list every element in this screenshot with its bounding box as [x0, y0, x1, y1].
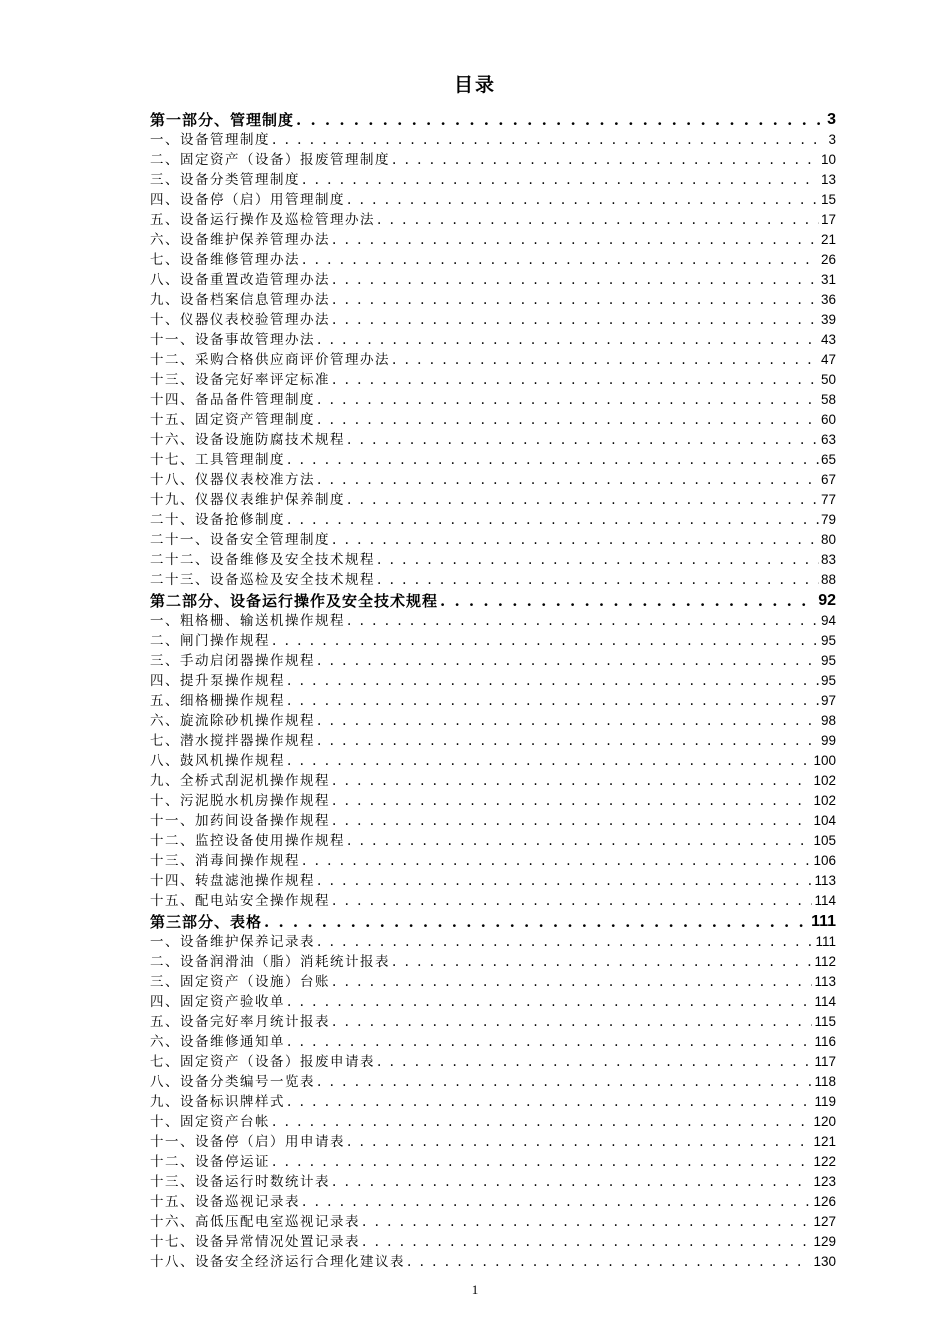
toc-entry[interactable] [150, 469, 836, 489]
toc-leader-dots [332, 892, 812, 910]
toc-entry[interactable] [150, 630, 836, 650]
toc-entry-label: 七、固定资产（设备）报废申请表 [150, 1054, 375, 1070]
toc-entry[interactable] [150, 1071, 836, 1091]
toc-entry-label: 十七、设备异常情况处置记录表 [150, 1234, 360, 1250]
toc-entry-page: 115 [814, 1014, 836, 1029]
toc-entry-label: 二、固定资产（设备）报废管理制度 [150, 152, 390, 168]
toc-entry[interactable] [150, 1031, 836, 1051]
toc-entry-label: 七、潜水搅拌器操作规程 [150, 733, 315, 749]
toc-leader-dots [317, 712, 819, 730]
toc-entry[interactable] [150, 991, 836, 1011]
toc-entry[interactable] [150, 169, 836, 189]
toc-entry-label: 五、细格栅操作规程 [150, 693, 285, 709]
toc-entry-label: 一、设备管理制度 [150, 132, 270, 148]
toc-entry[interactable] [150, 209, 836, 229]
toc-entry-label: 第三部分、表格 [150, 913, 263, 931]
toc-leader-dots [332, 1013, 812, 1031]
toc-entry-page: 3 [828, 132, 836, 147]
toc-entry-page: 10 [820, 152, 836, 167]
toc-entry[interactable] [150, 690, 836, 710]
toc-section-entry[interactable] [150, 910, 836, 931]
toc-leader-dots [362, 1233, 811, 1251]
toc-leader-dots [317, 933, 813, 951]
toc-entry-label: 十九、仪器仪表维护保养制度 [150, 492, 345, 508]
toc-entry-page: 126 [813, 1194, 836, 1209]
toc-leader-dots [317, 652, 819, 670]
toc-entry-label: 二十、设备抢修制度 [150, 512, 285, 528]
toc-leader-dots [347, 491, 819, 509]
toc-leader-dots [302, 251, 819, 269]
toc-entry[interactable] [150, 269, 836, 289]
toc-entry[interactable] [150, 810, 836, 830]
toc-entry-label: 四、设备停（启）用管理制度 [150, 192, 345, 208]
toc-leader-dots [264, 913, 809, 931]
toc-leader-dots [272, 1113, 811, 1131]
toc-entry-label: 八、设备分类编号一览表 [150, 1074, 315, 1090]
toc-entry[interactable] [150, 529, 836, 549]
toc-entry-label: 十一、设备事故管理办法 [150, 332, 315, 348]
toc-entry[interactable] [150, 1011, 836, 1031]
toc-entry-label: 八、鼓风机操作规程 [150, 753, 285, 769]
toc-entry-page: 92 [818, 592, 836, 609]
toc-entry-page: 47 [820, 352, 836, 367]
toc-entry-label: 十六、高低压配电室巡视记录表 [150, 1214, 360, 1230]
toc-leader-dots [302, 1193, 811, 1211]
toc-entry-page: 120 [813, 1114, 836, 1129]
toc-entry-label: 八、设备重置改造管理办法 [150, 272, 330, 288]
toc-entry[interactable] [150, 1151, 836, 1171]
toc-entry-page: 95 [820, 633, 836, 648]
toc-leader-dots [332, 792, 811, 810]
toc-leader-dots [392, 351, 819, 369]
toc-entry-page: 116 [814, 1034, 836, 1049]
toc-leader-dots [287, 692, 819, 710]
toc-entry-label: 五、设备完好率月统计报表 [150, 1014, 330, 1030]
toc-leader-dots [287, 1093, 812, 1111]
toc-leader-dots [296, 111, 825, 129]
toc-entry-page: 104 [813, 813, 836, 828]
toc-entry-page: 26 [820, 252, 836, 267]
toc-entry[interactable] [150, 389, 836, 409]
toc-leader-dots [272, 1153, 811, 1171]
toc-section-entry[interactable] [150, 589, 836, 610]
toc-entry[interactable] [150, 610, 836, 630]
toc-entry-label: 六、旋流除砂机操作规程 [150, 713, 315, 729]
toc-entry-label: 十五、固定资产管理制度 [150, 412, 315, 428]
toc-leader-dots [332, 772, 811, 790]
toc-entry[interactable] [150, 569, 836, 589]
toc-entry-page: 94 [820, 613, 836, 628]
toc-leader-dots [287, 752, 811, 770]
toc-entry-label: 十三、设备完好率评定标准 [150, 372, 330, 388]
toc-entry[interactable] [150, 971, 836, 991]
toc-entry-page: 111 [815, 934, 836, 949]
toc-leader-dots [377, 571, 819, 589]
toc-entry-page: 97 [820, 693, 836, 708]
toc-leader-dots [287, 451, 819, 469]
toc-entry[interactable] [150, 890, 836, 910]
toc-entry-label: 十四、备品备件管理制度 [150, 392, 315, 408]
toc-leader-dots [317, 471, 819, 489]
toc-entry-page: 106 [813, 853, 836, 868]
toc-entry-label: 二十一、设备安全管理制度 [150, 532, 330, 548]
toc-leader-dots [332, 231, 819, 249]
toc-entry[interactable] [150, 229, 836, 249]
toc-leader-dots [272, 131, 826, 149]
toc-entry-page: 114 [814, 893, 836, 908]
toc-entry[interactable] [150, 149, 836, 169]
toc-entry-page: 129 [813, 1234, 836, 1249]
toc-leader-dots [332, 812, 811, 830]
toc-entry-label: 十二、监控设备使用操作规程 [150, 833, 345, 849]
toc-entry[interactable] [150, 129, 836, 149]
toc-leader-dots [317, 391, 819, 409]
toc-entry-page: 31 [820, 272, 836, 287]
toc-entry[interactable] [150, 509, 836, 529]
toc-leader-dots [347, 1133, 811, 1151]
toc-leader-dots [287, 993, 812, 1011]
toc-entry[interactable] [150, 309, 836, 329]
toc-entry[interactable] [150, 289, 836, 309]
toc-leader-dots [392, 151, 819, 169]
toc-entry[interactable] [150, 951, 836, 971]
toc-entry-label: 十八、设备安全经济运行合理化建议表 [150, 1254, 405, 1270]
toc-entry-page: 121 [813, 1134, 836, 1149]
toc-leader-dots [347, 832, 811, 850]
toc-leader-dots [332, 371, 819, 389]
toc-leader-dots [347, 612, 819, 630]
toc-entry-label: 十四、转盘滤池操作规程 [150, 873, 315, 889]
toc-entry[interactable] [150, 349, 836, 369]
toc-entry-page: 123 [813, 1174, 836, 1189]
toc-entry[interactable] [150, 1211, 836, 1231]
toc-entry-label: 十一、加药间设备操作规程 [150, 813, 330, 829]
toc-leader-dots [377, 1053, 812, 1071]
toc-entry-page: 50 [820, 372, 836, 387]
toc-leader-dots [317, 1073, 812, 1091]
toc-leader-dots [362, 1213, 811, 1231]
toc-entry-page: 43 [820, 332, 836, 347]
toc-entry[interactable] [150, 369, 836, 389]
toc-entry[interactable] [150, 549, 836, 569]
toc-entry-page: 60 [820, 412, 836, 427]
toc-entry[interactable] [150, 1191, 836, 1211]
toc-entry[interactable] [150, 650, 836, 670]
toc-entry[interactable] [150, 329, 836, 349]
toc-entry-label: 十、污泥脱水机房操作规程 [150, 793, 330, 809]
toc-entry-label: 三、固定资产（设施）台账 [150, 974, 330, 990]
toc-entry-page: 130 [813, 1254, 836, 1269]
toc-entry-page: 102 [813, 773, 836, 788]
toc-leader-dots [332, 973, 812, 991]
toc-entry-page: 79 [820, 512, 836, 527]
toc-entry-label: 七、设备维修管理办法 [150, 252, 300, 268]
toc-entry[interactable] [150, 1111, 836, 1131]
toc-entry-label: 二十二、设备维修及安全技术规程 [150, 552, 375, 568]
toc-entry[interactable] [150, 1091, 836, 1111]
table-of-contents [150, 108, 836, 1271]
toc-entry[interactable] [150, 750, 836, 770]
toc-entry-page: 21 [820, 232, 836, 247]
toc-entry-label: 十、仪器仪表校验管理办法 [150, 312, 330, 328]
toc-leader-dots [392, 953, 812, 971]
toc-leader-dots [440, 592, 816, 610]
toc-entry[interactable] [150, 1231, 836, 1251]
toc-entry[interactable] [150, 790, 836, 810]
toc-entry[interactable] [150, 1171, 836, 1191]
toc-entry-label: 十、固定资产台帐 [150, 1114, 270, 1130]
toc-entry-page: 58 [820, 392, 836, 407]
toc-entry-page: 113 [814, 974, 836, 989]
toc-entry-page: 100 [813, 753, 836, 768]
toc-entry[interactable] [150, 449, 836, 469]
toc-entry-page: 102 [813, 793, 836, 808]
toc-leader-dots [347, 191, 819, 209]
toc-entry[interactable] [150, 710, 836, 730]
toc-entry-label: 三、设备分类管理制度 [150, 172, 300, 188]
toc-entry-page: 114 [814, 994, 836, 1009]
toc-entry-label: 十七、工具管理制度 [150, 452, 285, 468]
toc-entry-page: 13 [820, 172, 836, 187]
toc-entry-page: 113 [814, 873, 836, 888]
toc-entry[interactable] [150, 189, 836, 209]
toc-entry[interactable] [150, 249, 836, 269]
toc-leader-dots [332, 271, 819, 289]
toc-entry-label: 一、设备维护保养记录表 [150, 934, 315, 950]
toc-entry-label: 九、设备档案信息管理办法 [150, 292, 330, 308]
toc-entry-page: 65 [820, 452, 836, 467]
toc-leader-dots [332, 311, 819, 329]
toc-entry-label: 六、设备维修通知单 [150, 1034, 285, 1050]
toc-entry-page: 63 [820, 432, 836, 447]
toc-entry-page: 15 [820, 192, 836, 207]
toc-entry-page: 83 [820, 552, 836, 567]
toc-entry-page: 88 [820, 572, 836, 587]
toc-leader-dots [317, 411, 819, 429]
toc-leader-dots [287, 672, 819, 690]
toc-entry-label: 十二、设备停运证 [150, 1154, 270, 1170]
toc-leader-dots [332, 531, 819, 549]
toc-entry-page: 117 [814, 1054, 836, 1069]
toc-entry-page: 98 [820, 713, 836, 728]
toc-entry-label: 一、粗格栅、输送机操作规程 [150, 613, 345, 629]
toc-leader-dots [332, 291, 819, 309]
toc-entry-page: 95 [820, 673, 836, 688]
toc-leader-dots [407, 1253, 811, 1271]
toc-entry-page: 67 [820, 472, 836, 487]
toc-entry-label: 十三、消毒间操作规程 [150, 853, 300, 869]
toc-entry[interactable] [150, 1131, 836, 1151]
toc-entry-page: 118 [814, 1074, 836, 1089]
toc-entry-label: 十八、仪器仪表校准方法 [150, 472, 315, 488]
toc-entry-page: 39 [820, 312, 836, 327]
toc-entry-page: 127 [813, 1214, 836, 1229]
toc-entry[interactable] [150, 850, 836, 870]
toc-entry-label: 十二、采购合格供应商评价管理办法 [150, 352, 390, 368]
toc-entry-page: 112 [814, 954, 836, 969]
page-title: 目录 [453, 74, 496, 96]
toc-entry-page: 99 [820, 733, 836, 748]
toc-entry-label: 十一、设备停（启）用申请表 [150, 1134, 345, 1150]
toc-entry-page: 122 [813, 1154, 836, 1169]
toc-entry-label: 五、设备运行操作及巡检管理办法 [150, 212, 375, 228]
toc-leader-dots [377, 551, 819, 569]
toc-leader-dots [302, 171, 819, 189]
toc-leader-dots [272, 632, 819, 650]
toc-leader-dots [302, 852, 811, 870]
toc-entry-label: 第一部分、管理制度 [150, 111, 295, 129]
toc-entry-label: 四、提升泵操作规程 [150, 673, 285, 689]
toc-entry[interactable] [150, 1051, 836, 1071]
toc-leader-dots [347, 431, 819, 449]
toc-entry[interactable] [150, 830, 836, 850]
toc-entry[interactable] [150, 770, 836, 790]
toc-entry[interactable] [150, 429, 836, 449]
toc-entry[interactable] [150, 730, 836, 750]
toc-entry-page: 95 [820, 653, 836, 668]
toc-entry-label: 十五、设备巡视记录表 [150, 1194, 300, 1210]
toc-entry-label: 九、设备标识牌样式 [150, 1094, 285, 1110]
toc-entry-page: 3 [827, 111, 836, 128]
toc-leader-dots [287, 511, 819, 529]
toc-leader-dots [317, 732, 819, 750]
toc-entry-label: 三、手动启闭器操作规程 [150, 653, 315, 669]
toc-entry-page: 111 [811, 913, 836, 930]
toc-entry-page: 105 [813, 833, 836, 848]
toc-entry[interactable] [150, 409, 836, 429]
toc-entry[interactable] [150, 489, 836, 509]
toc-leader-dots [317, 872, 812, 890]
toc-leader-dots [317, 331, 819, 349]
toc-entry-label: 二、设备润滑油（脂）消耗统计报表 [150, 954, 390, 970]
toc-entry-label: 二、闸门操作规程 [150, 633, 270, 649]
toc-section-entry[interactable] [150, 108, 836, 129]
toc-leader-dots [287, 1033, 812, 1051]
toc-entry-label: 四、固定资产验收单 [150, 994, 285, 1010]
toc-entry-label: 九、全桥式刮泥机操作规程 [150, 773, 330, 789]
toc-leader-dots [377, 211, 819, 229]
toc-entry-page: 17 [820, 212, 836, 227]
toc-entry-label: 二十三、设备巡检及安全技术规程 [150, 572, 375, 588]
toc-entry-page: 36 [820, 292, 836, 307]
toc-entry-page: 80 [820, 532, 836, 547]
toc-entry-page: 77 [820, 492, 836, 507]
toc-entry[interactable] [150, 870, 836, 890]
toc-entry[interactable] [150, 670, 836, 690]
toc-entry[interactable] [150, 1251, 836, 1271]
toc-entry-label: 六、设备维护保养管理办法 [150, 232, 330, 248]
page-number: 1 [471, 1282, 479, 1297]
toc-entry-label: 第二部分、设备运行操作及安全技术规程 [150, 592, 439, 610]
toc-entry-label: 十三、设备运行时数统计表 [150, 1174, 330, 1190]
toc-entry-label: 十五、配电站安全操作规程 [150, 893, 330, 909]
toc-entry[interactable] [150, 931, 836, 951]
toc-leader-dots [332, 1173, 811, 1191]
toc-entry-page: 119 [814, 1094, 836, 1109]
toc-entry-label: 十六、设备设施防腐技术规程 [150, 432, 345, 448]
